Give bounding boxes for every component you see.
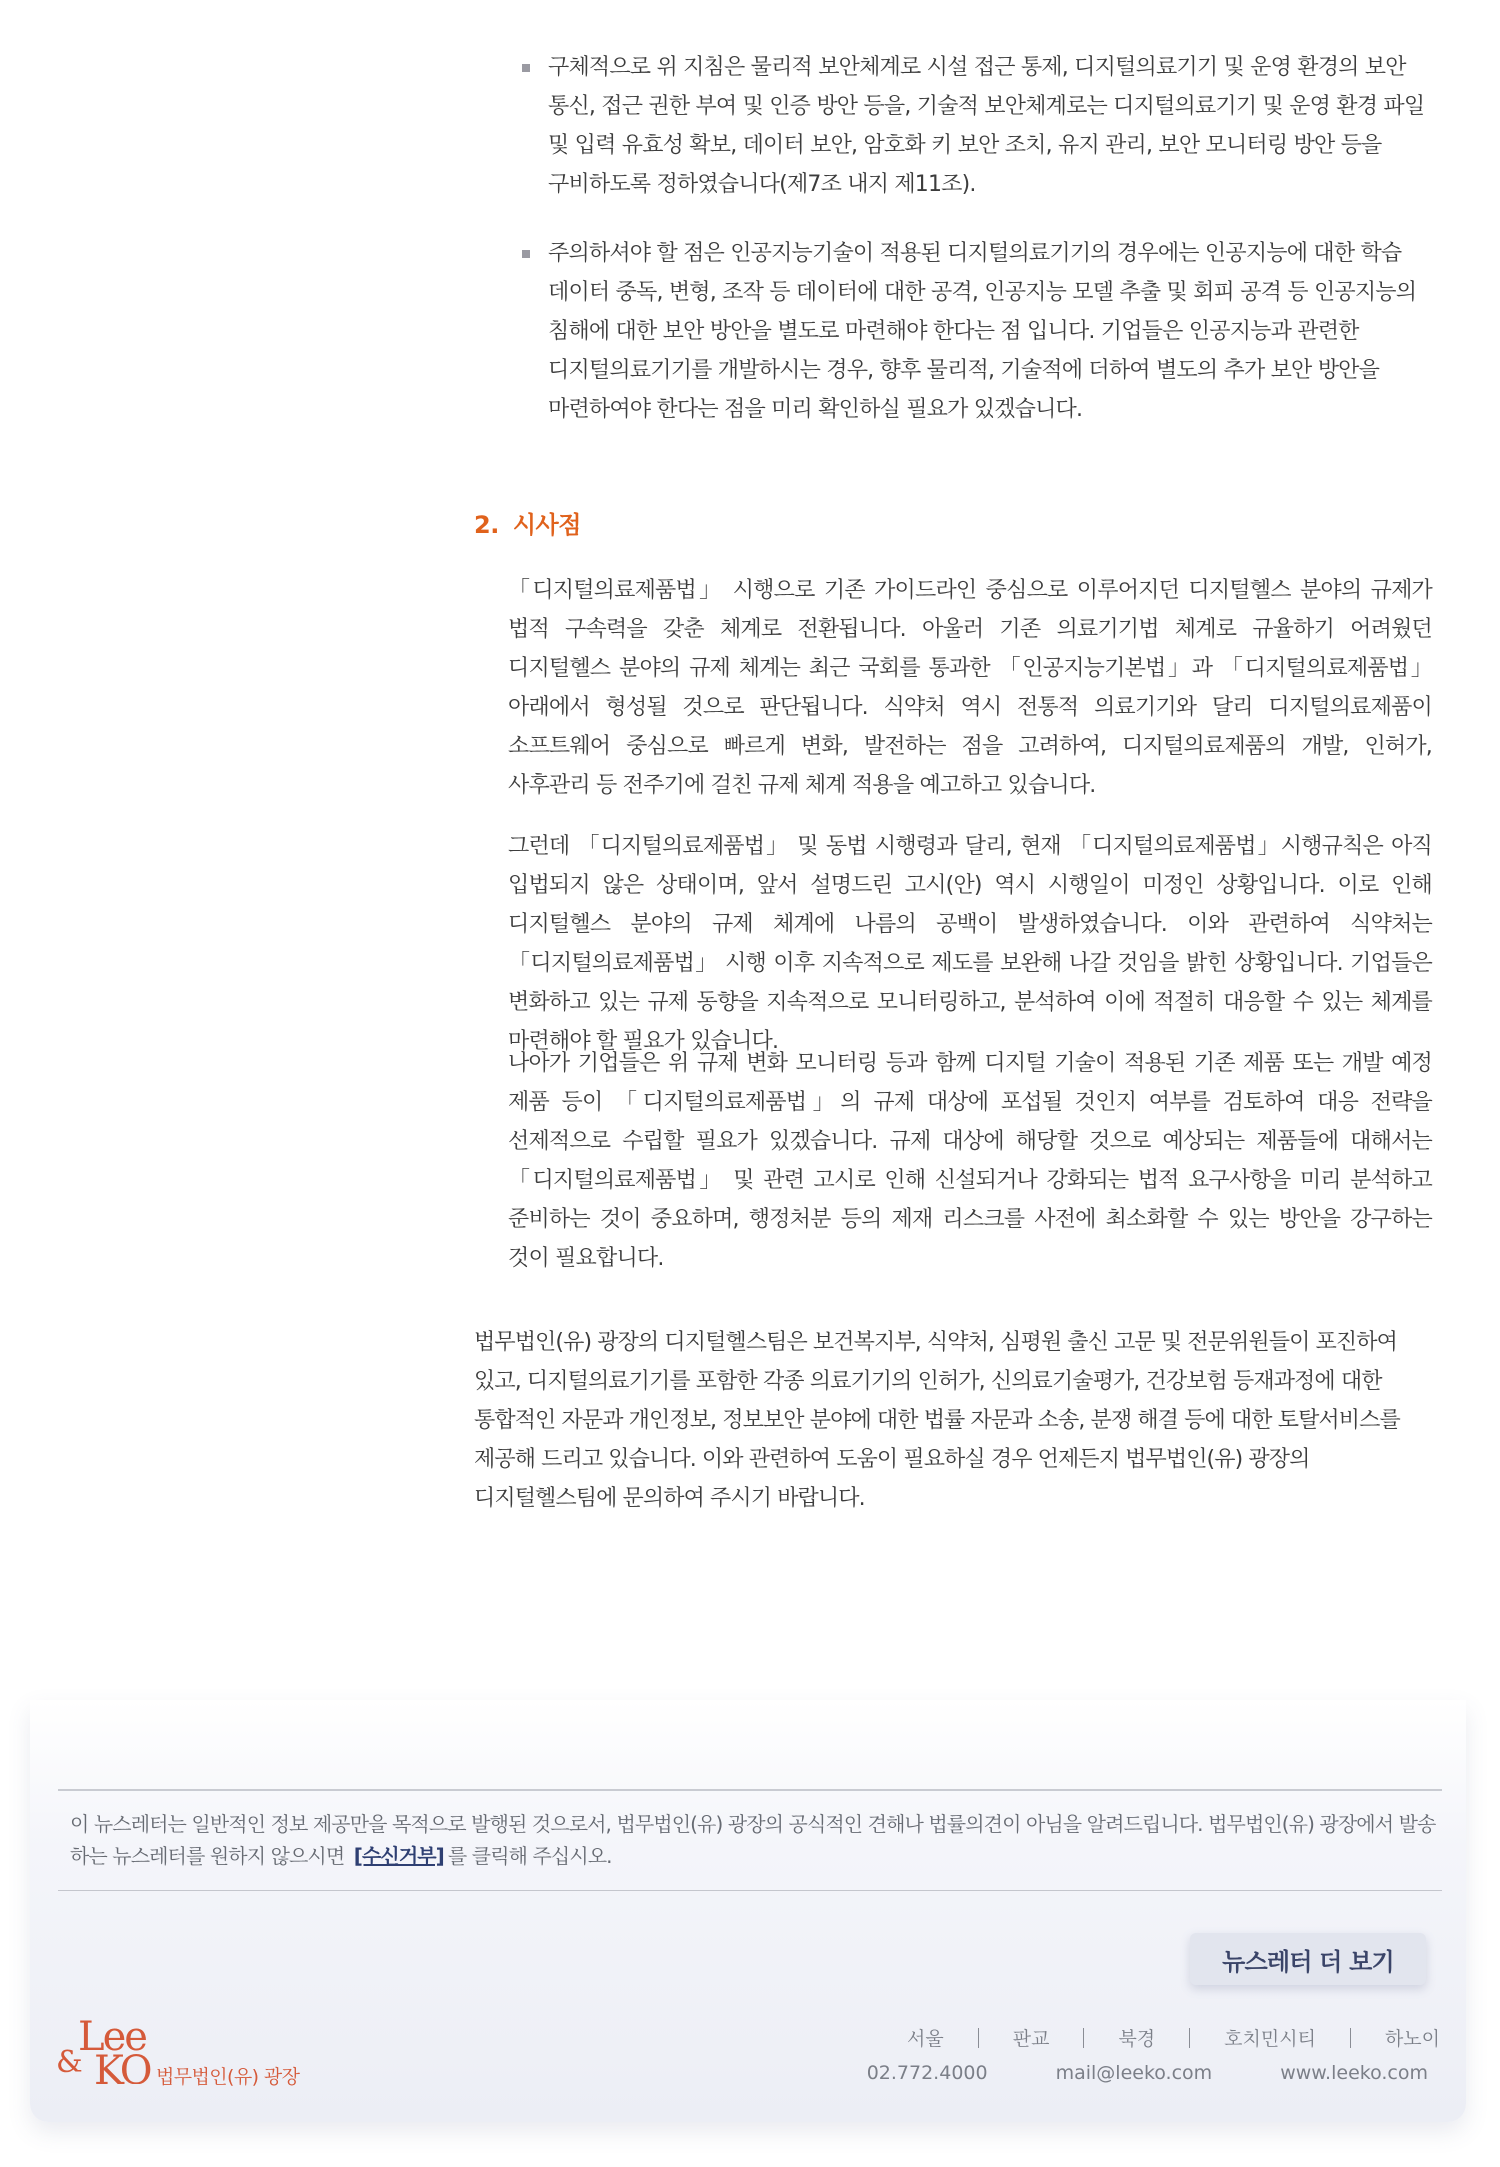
bullet-item [548, 48, 1432, 204]
square-bullet-icon [522, 250, 530, 258]
separator [1350, 2028, 1351, 2048]
office-seoul: 서울 [907, 2028, 944, 2050]
office-hochiminh: 호치민시티 [1224, 2028, 1316, 2050]
office-list [900, 2024, 1440, 2051]
section-number: 2. [474, 511, 499, 539]
bullet-text: 구체적으로 위 지침은 물리적 보안체계로 시설 접근 통제, 디지털의료기기 및 운영 환경의 보안 통신, 접근 권한 부여 및 인증 방안 등을, 기술적 보안체계로는 디지털의료기기 및 운영 환경 파일 및 입력 유효성 확보, 데이터 보안, 암호화 키 보안 조치, 유지 관리, 보안 모니터링 방안 등을 구비하도록 정하였습니다(제7조 내지 제11조). [548, 55, 1425, 197]
paragraph: 「디지털의료제품법」 시행으로 기존 가이드라인 중심으로 이루어지던 디지털헬스 분야의 규제가 법적 구속력을 갖춘 체계로 전환됩니다. 아울러 기존 의료기기법 체계로 규율하기 어려웠던 디지털헬스 분야의 규제 체계는 최근 국회를 통과한 「인공지능기본법」과 「디지털의료제품법」 아래에서 형성될 것으로 판단됩니다. 식약처 역시 전통적 의료기기와 달리 디지털의료제품이 소프트웨어 중심으로 빠르게 변화, 발전하는 점을 고려하여, 디지털의료제품의 개발, 인허가, 사후관리 등 전주기에 걸친 규제 체계 적용을 예고하고 있습니다. [508, 578, 1432, 798]
firm-name: 법무법인(유) 광장 [156, 2066, 300, 2088]
contact-info [866, 2062, 1428, 2084]
email-link[interactable]: mail@leeko.com [1055, 2062, 1213, 2084]
footer-divider [58, 1789, 1442, 1791]
separator [978, 2028, 979, 2048]
lee-ko-logo-mark [56, 2014, 166, 2084]
lee-ko-logo[interactable] [56, 2014, 316, 2088]
more-newsletters-button[interactable]: 뉴스레터 더 보기 [1190, 1933, 1426, 1985]
office-beijing: 북경 [1118, 2028, 1156, 2050]
footer-divider [58, 1890, 1442, 1891]
disclaimer-main: 이 뉴스레터는 일반적인 정보 제공만을 목적으로 발행된 것으로서, 법무법인(유) 광장의 공식적인 견해나 법률의견이 아님을 알려드립니다. 법무법인(유) 광장에서 발송하는 뉴스레터를 원하지 않으시면 [70, 1812, 1436, 1868]
office-pangyo: 판교 [1012, 2028, 1050, 2050]
bullet-item [548, 234, 1432, 429]
separator [1083, 2028, 1084, 2048]
section-heading [474, 505, 581, 540]
logo-line2: KO [94, 2048, 150, 2084]
unsubscribe-link[interactable]: [수신거부] [353, 1844, 444, 1868]
paragraph: 나아가 기업들은 위 규제 변화 모니터링 등과 함께 디지털 기술이 적용된 기존 제품 또는 개발 예정 제품 등이 「디지털의료제품법」의 규제 대상에 포섭될 것인지 여부를 검토하여 대응 전략을 선제적으로 수립할 필요가 있겠습니다. 규제 대상에 해당할 것으로 예상되는 제품들에 대해서는 「디지털의료제품법」 및 관련 고시로 인해 신설되거나 강화되는 법적 요구사항을 미리 분석하고 준비하는 것이 중요하며, 행정처분 등의 제재 리스크를 사전에 최소화할 수 있는 방안을 강구하는 것이 필요합니다. [508, 1051, 1432, 1271]
disclaimer-tail: 를 클릭해 주십시오. [447, 1844, 612, 1868]
office-hanoi: 하노이 [1384, 2028, 1440, 2050]
logo-amp: & [56, 2045, 83, 2080]
section-title: 시사점 [512, 511, 581, 539]
square-bullet-icon [522, 64, 530, 72]
phone-number: 02.772.4000 [866, 2062, 988, 2084]
website-link[interactable]: www.leeko.com [1280, 2062, 1428, 2084]
paragraph: 그런데 「디지털의료제품법」 및 동법 시행령과 달리, 현재 「디지털의료제품법」시행규칙은 아직 입법되지 않은 상태이며, 앞서 설명드린 고시(안) 역시 시행일이 미정인 상황입니다. 이로 인해 디지털헬스 분야의 규제 체계에 나름의 공백이 발생하였습니다. 이와 관련하여 식약처는 「디지털의료제품법」 시행 이후 지속적으로 제도를 보완해 나갈 것임을 밝힌 상황입니다. 기업들은 변화하고 있는 규제 동향을 지속적으로 모니터링하고, 분석하여 이에 적절히 대응할 수 있는 체계를 마련해야 할 필요가 있습니다. [508, 834, 1432, 1054]
logo-line1: Lee [78, 2014, 146, 2060]
disclaimer-text [70, 1808, 1440, 1872]
bullet-text: 주의하셔야 할 점은 인공지능기술이 적용된 디지털의료기기의 경우에는 인공지능에 대한 학습 데이터 중독, 변형, 조작 등 데이터에 대한 공격, 인공지능 모델 추출 및 회피 공격 등 인공지능의 침해에 대한 보안 방안을 별도로 마련해야 한다는 점 입니다. 기업들은 인공지능과 관련한 디지털의료기기를 개발하시는 경우, 향후 물리적, 기술적에 더하여 별도의 추가 보안 방안을 마련하여야 한다는 점을 미리 확인하실 필요가 있겠습니다. [548, 241, 1417, 422]
closing-paragraph: 법무법인(유) 광장의 디지털헬스팀은 보건복지부, 식약처, 심평원 출신 고문 및 전문위원들이 포진하여 있고, 디지털의료기기를 포함한 각종 의료기기의 인허가, 신의료기술평가, 건강보험 등재과정에 대한 통합적인 자문과 개인정보, 정보보안 분야에 대한 법률 자문과 소송, 분쟁 해결 등에 대한 토탈서비스를 제공해 드리고 있습니다. 이와 관련하여 도움이 필요하실 경우 언제든지 법무법인(유) 광장의 디지털헬스팀에 문의하여 주시기 바랍니다. [474, 1330, 1400, 1511]
separator [1189, 2028, 1190, 2048]
